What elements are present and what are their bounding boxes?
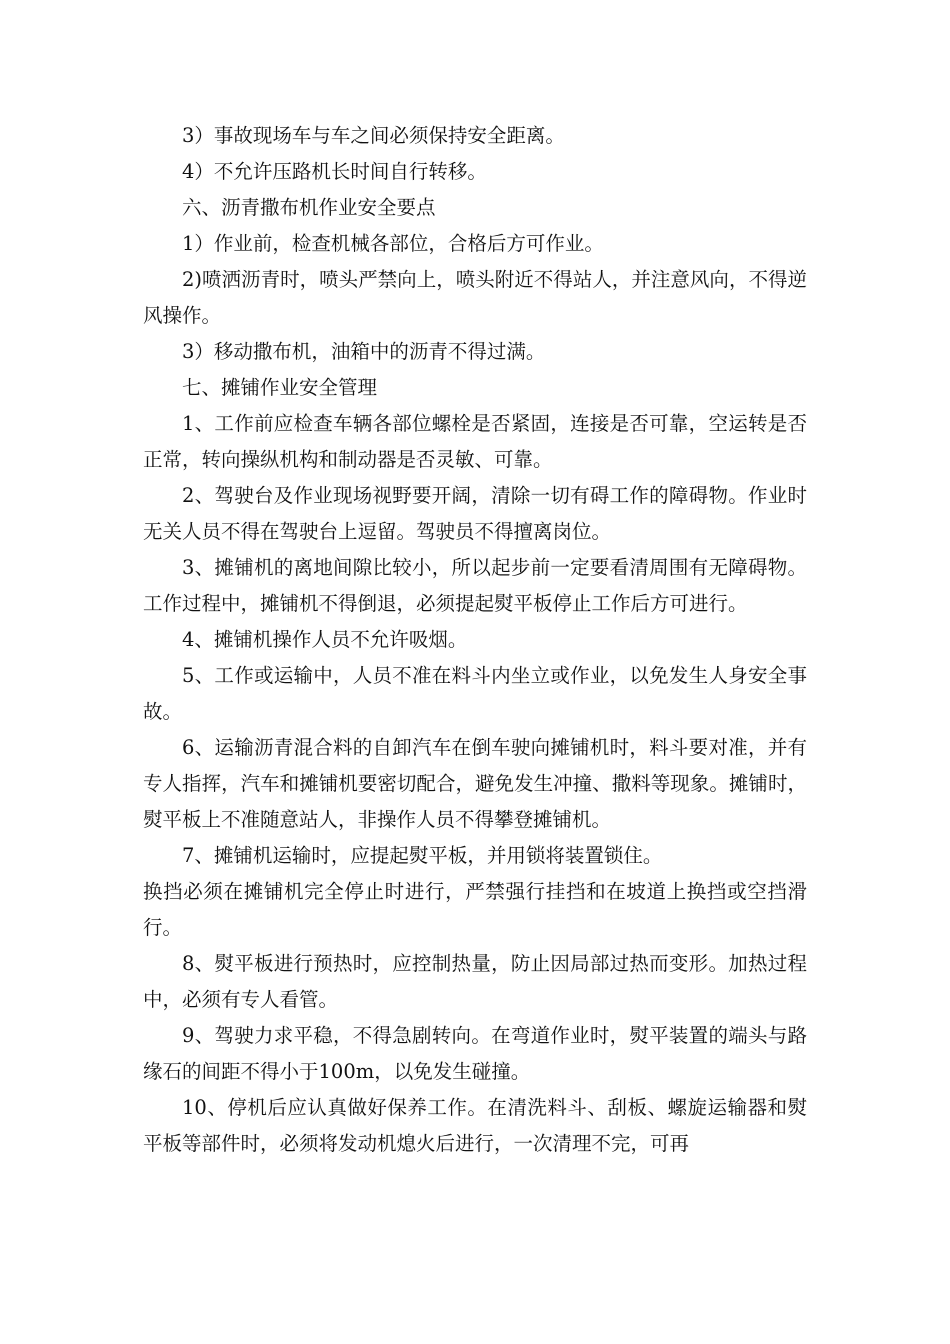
paragraph: 9、驾驶力求平稳，不得急剧转向。在弯道作业时，熨平装置的端头与路缘石的间距不得小于100m，以免发生碰撞。 <box>143 1024 807 1083</box>
paragraph: 3）移动撒布机，油箱中的沥青不得过满。 <box>182 340 546 363</box>
paragraph: 4、摊铺机操作人员不允许吸烟。 <box>182 628 468 651</box>
paragraph: 8、熨平板进行预热时，应控制热量，防止因局部过热而变形。加热过程中，必须有专人看管。 <box>143 952 807 1011</box>
paragraph: 6、运输沥青混合料的自卸汽车在倒车驶向摊铺机时，料斗要对准，并有专人指挥，汽车和摊铺机要密切配合，避免发生冲撞、撒料等现象。摊铺时，熨平板上不准随意站人，非操作人员不得攀登摊铺机。 <box>143 736 807 831</box>
paragraph: 2、驾驶台及作业现场视野要开阔，清除一切有碍工作的障碍物。作业时无关人员不得在驾驶台上逗留。驾驶员不得擅离岗位。 <box>143 484 807 543</box>
section-heading: 七、摊铺作业安全管理 <box>182 376 378 399</box>
paragraph: 1、工作前应检查车辆各部位螺栓是否紧固，连接是否可靠，空运转是否正常，转向操纵机构和制动器是否灵敏、可靠。 <box>143 412 807 471</box>
document-body <box>143 118 807 1162</box>
paragraph: 4）不允许压路机长时间自行转移。 <box>182 160 487 183</box>
paragraph: 5、工作或运输中，人员不准在料斗内坐立或作业，以免发生人身安全事故。 <box>143 664 807 723</box>
paragraph: 3）事故现场车与车之间必须保持安全距离。 <box>182 124 565 147</box>
paragraph: 7、摊铺机运输时，应提起熨平板，并用锁将装置锁住。 <box>182 844 663 867</box>
paragraph: 10、停机后应认真做好保养工作。在清洗料斗、刮板、螺旋运输器和熨平板等部件时，必须将发动机熄火后进行，一次清理不完，可再 <box>143 1096 807 1155</box>
paragraph: 1）作业前，检查机械各部位，合格后方可作业。 <box>182 232 604 255</box>
paragraph: 换挡必须在摊铺机完全停止时进行，严禁强行挂挡和在坡道上换挡或空挡滑行。 <box>143 880 807 939</box>
section-heading: 六、沥青撒布机作业安全要点 <box>182 196 436 219</box>
paragraph: 2)喷洒沥青时，喷头严禁向上，喷头附近不得站人，并注意风向，不得逆风操作。 <box>143 268 807 327</box>
paragraph: 3、摊铺机的离地间隙比较小，所以起步前一定要看清周围有无障碍物。工作过程中，摊铺机不得倒退，必须提起熨平板停止工作后方可进行。 <box>143 556 807 615</box>
